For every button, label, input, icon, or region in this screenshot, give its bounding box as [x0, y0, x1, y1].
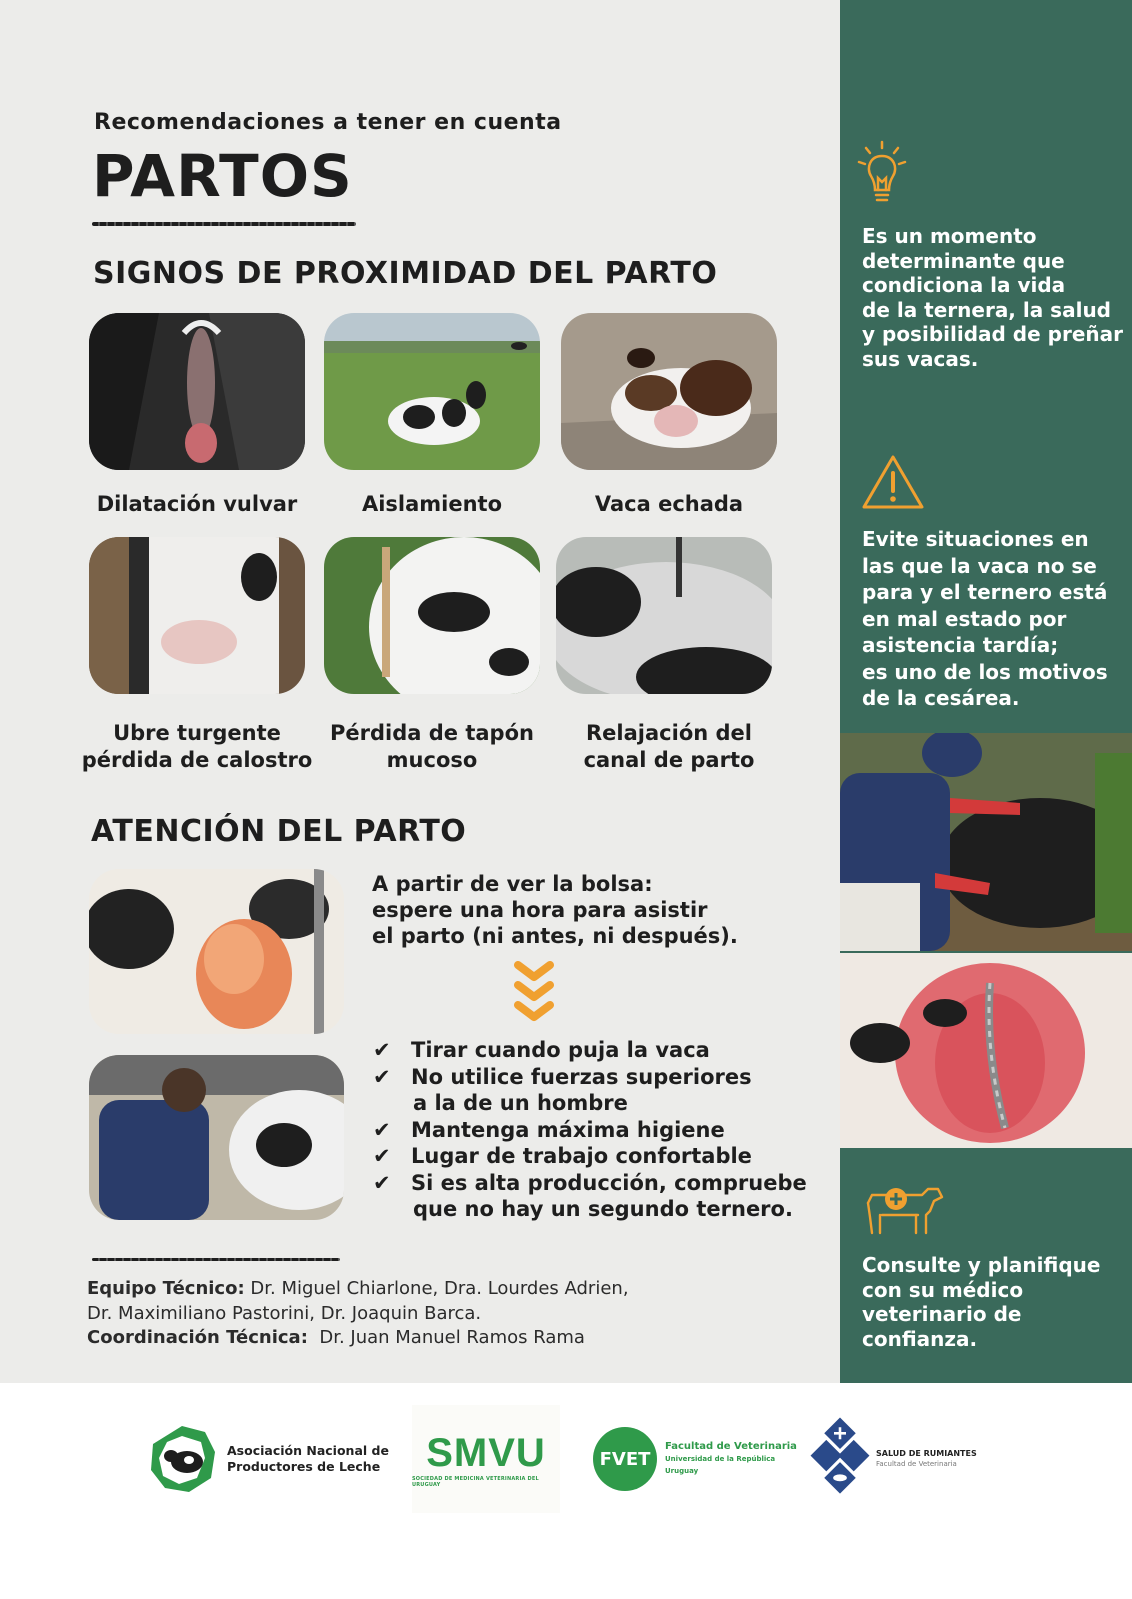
photo-udder [89, 537, 305, 694]
attention-checklist [373, 1037, 807, 1223]
logo-smvu: SMVU SOCIEDAD DE MEDICINA VETERINARIA DEL URUGUAY [412, 1405, 560, 1513]
title-divider [92, 222, 356, 226]
checklist-item: ✔ Lugar de trabajo confortable [373, 1144, 752, 1168]
credits-divider [92, 1258, 340, 1261]
fvet-badge: FVET [593, 1427, 657, 1491]
photo-cesarean-suture [840, 953, 1132, 1148]
page-title: PARTOS [92, 142, 353, 210]
photo-vulvar-dilation [89, 313, 305, 470]
photo-mucus-plug [324, 537, 540, 694]
sidebar-tip-consult: Consulte y planifique con su médico veterinario de confianza. [862, 1253, 1101, 1351]
check-icon: ✔ [373, 1170, 391, 1195]
checklist-item: ✔ No utilice fuerzas superiores a la de un hombre [373, 1064, 752, 1115]
logo-fvet: FVET Facultad de Veterinaria Universidad de la República Uruguay [573, 1405, 799, 1513]
bag-instructions: A partir de ver la bolsa: espere una hora para asistir el parto (ni antes, ni después). [372, 872, 738, 948]
checklist-item: ✔ Tirar cuando puja la vaca [373, 1038, 710, 1062]
photo-canal-relaxation [556, 537, 772, 694]
sidebar-tip-warning: Evite situaciones en las que la vaca no se para y el ternero está en mal estado por asistencia tardía; es uno de los motivos de la cesárea. [862, 527, 1108, 710]
photo-vet-assisting [840, 733, 1132, 951]
page-subtitle: Recomendaciones a tener en cuenta [94, 110, 562, 135]
caption-mucus-plug: Pérdida de tapón mucoso [330, 721, 534, 772]
photo-assisted-birth [89, 1055, 344, 1220]
anpl-emblem-icon [145, 1422, 219, 1496]
photo-isolation [324, 313, 540, 470]
attention-heading: ATENCIÓN DEL PARTO [91, 814, 467, 849]
vet-cow-icon [862, 1181, 946, 1237]
lightbulb-icon [856, 140, 908, 212]
photo-water-bag [89, 869, 344, 1034]
credits: Equipo Técnico: Dr. Miguel Chiarlone, Dra. Lourdes Adrien, Dr. Maximiliano Pastorini, Dr. Joaquin Barca. Coordinación Técnica: Dr. Juan Manuel Ramos Rama [87, 1278, 629, 1348]
photo-lying-cow [561, 313, 777, 470]
salud-rumiantes-emblem-icon [810, 1417, 870, 1501]
check-icon: ✔ [373, 1144, 391, 1168]
caption-lying-cow: Vaca echada [594, 492, 744, 516]
caption-vulvar-dilation: Dilatación vulvar [96, 492, 298, 516]
check-icon: ✔ [373, 1064, 391, 1089]
check-icon: ✔ [373, 1038, 391, 1062]
chevrons-down-icon [514, 961, 554, 1023]
checklist-item: ✔ Si es alta producción, compruebe que no hay un segundo ternero. [373, 1170, 807, 1221]
checklist-item: ✔ Mantenga máxima higiene [373, 1117, 725, 1142]
caption-udder: Ubre turgente pérdida de calostro [81, 721, 313, 772]
warning-icon [860, 453, 926, 511]
caption-canal-relaxation: Relajación del canal de parto [583, 721, 755, 772]
check-icon: ✔ [373, 1117, 391, 1142]
logo-anpl: Asociación Nacional de Productores de Leche [145, 1405, 395, 1513]
logo-salud-rumiantes: SALUD DE RUMIANTES Facultad de Veterinaria [810, 1405, 980, 1513]
caption-isolation: Aislamiento [361, 492, 503, 516]
sidebar-tip-moment: Es un momento determinante que condiciona la vida de la ternera, la salud y posibilidad de preñar sus vacas. [862, 224, 1123, 371]
signs-heading: SIGNOS DE PROXIMIDAD DEL PARTO [93, 256, 718, 291]
